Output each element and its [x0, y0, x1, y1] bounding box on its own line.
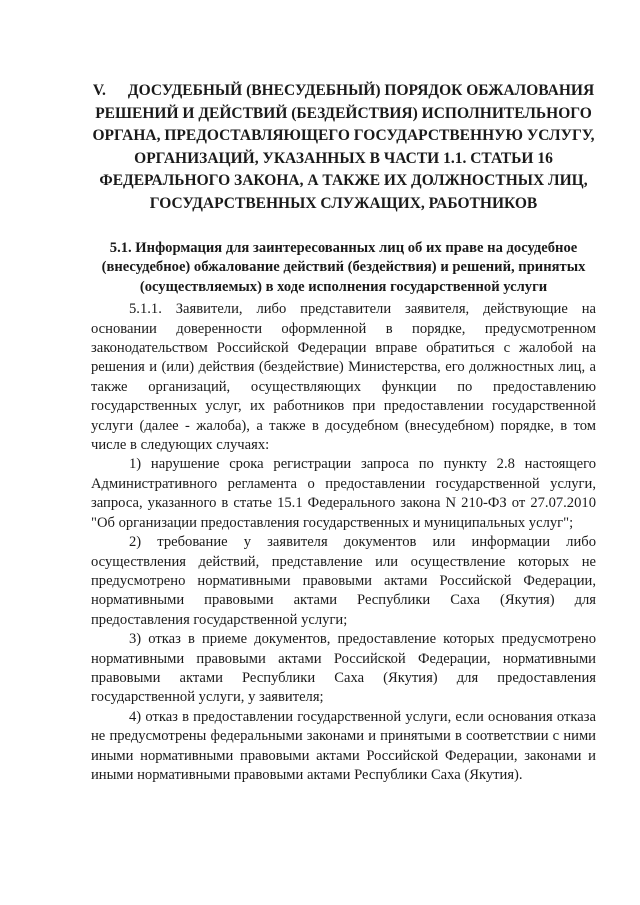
- list-item-4: 4) отказ в предоставлении государственной услуги, если основания отказа не предусмотрены федеральными законами и принятыми в соответствии с ними иными нормативными правовыми актами Российской Федерации, законами и иными нормативными правовыми актами Республики Саха (Якутия).: [91, 708, 596, 783]
- body-text: [91, 300, 596, 785]
- section-title: ДОСУДЕБНЫЙ (ВНЕСУДЕБНЫЙ) ПОРЯДОК ОБЖАЛОВАНИЯ РЕШЕНИЙ И ДЕЙСТВИЙ (БЕЗДЕЙСТВИЯ) ИСПОЛНИТЕЛЬНОГО ОРГАНА, ПРЕДОСТАВЛЯЮЩЕГО ГОСУДАРСТВЕННУЮ УСЛУГУ, ОРГАНИЗАЦИЙ, УКАЗАННЫХ В ЧАСТИ 1.1. СТАТЬИ 16 ФЕДЕРАЛЬНОГО ЗАКОНА, А ТАКЖЕ ИХ ДОЛЖНОСТНЫХ ЛИЦ, ГОСУДАРСТВЕННЫХ СЛУЖАЩИХ, РАБОТНИКОВ: [92, 82, 595, 212]
- list-item-3: 3) отказ в приеме документов, предоставление которых предусмотрено нормативными правовыми актами Российской Федерации, нормативными правовыми актами Республики Саха (Якутия) для предоставления государственной услуги, у заявителя;: [91, 631, 596, 706]
- section-heading: [91, 80, 596, 215]
- paragraph-5-1-1: 5.1.1. Заявители, либо представители заявителя, действующие на основании доверенности оформленной в порядке, предусмотренном законодательством Российской Федерации вправе обратиться с жалобой на решения и (или) действия (бездействие) Министерства, его должностных лиц, а также организаций, осуществляющих функции по предоставлению государственных услуг, их работников при предоставлении государственной услуги (далее - жалоба), а также в досудебном (внесудебном) порядке, в том числе в следующих случаях:: [91, 301, 596, 454]
- section-number: V.: [92, 82, 106, 99]
- document-page: [91, 80, 596, 785]
- list-item-2: 2) требование у заявителя документов или информации либо осуществления действий, представление или осуществление которых не предусмотрено нормативными правовыми актами Российской Федерации, нормативными правовыми актами Республики Саха (Якутия) для предоставления государственной услуги;: [91, 534, 596, 628]
- list-item-1: 1) нарушение срока регистрации запроса по пункту 2.8 настоящего Административного регламента о предоставлении государственной услуги, запроса, указанного в статье 15.1 Федерального закона N 210-ФЗ от 27.07.2010 "Об организации предоставления государственных и муниципальных услуг";: [91, 456, 596, 531]
- subsection-heading: 5.1. Информация для заинтересованных лиц об их праве на досудебное (внесудебное) обжалование действий (бездействия) и решений, принятых (осуществляемых) в ходе исполнения государственной услуги: [101, 240, 586, 295]
